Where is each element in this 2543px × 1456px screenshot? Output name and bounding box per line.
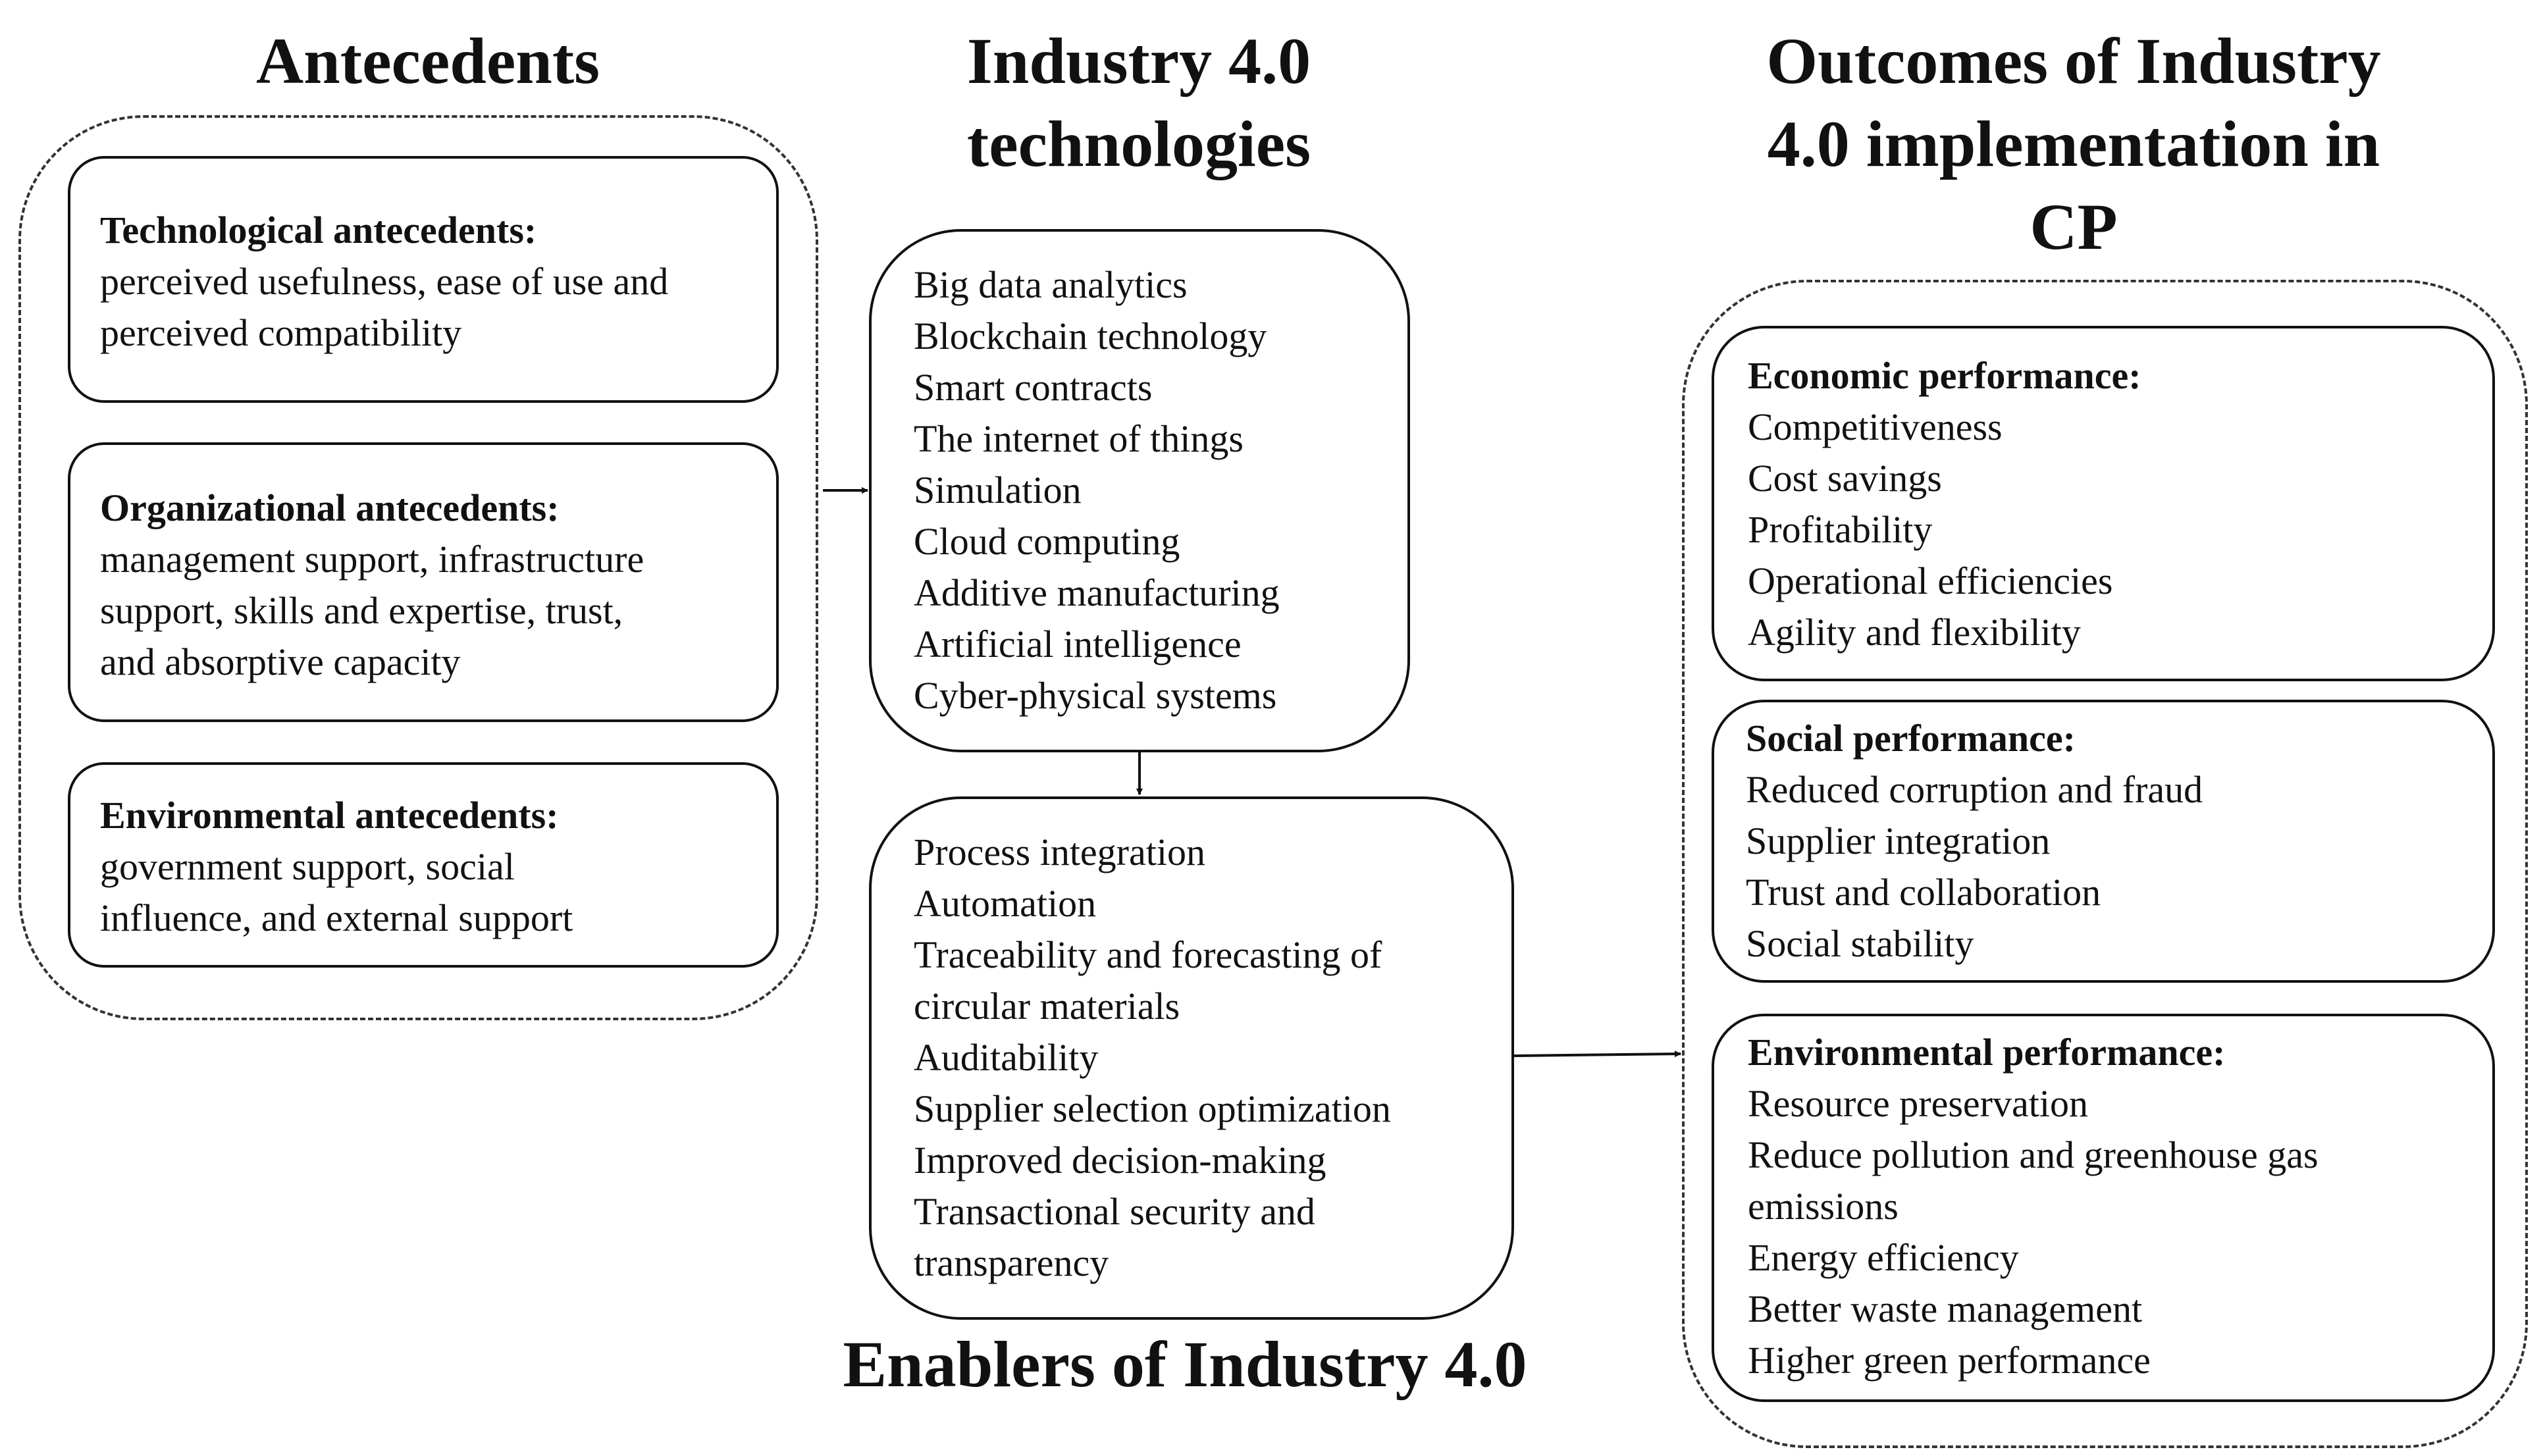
antecedent-line: perceived usefulness, ease of use and (100, 260, 669, 303)
outcome-line: Supplier integration (1746, 819, 2051, 862)
technology-item: Cyber-physical systems (914, 674, 1277, 717)
enablers-title: Enablers of Industry 4.0 (843, 1328, 1527, 1401)
technology-item: Simulation (914, 469, 1082, 511)
antecedent-line: government support, social (100, 845, 515, 888)
outcome-line: Trust and collaboration (1746, 871, 2101, 914)
antecedents-title: Antecedents (255, 24, 600, 97)
antecedent-line: management support, infrastructure (100, 538, 644, 581)
technology-item: Big data analytics (914, 263, 1188, 306)
antecedent-line: influence, and external support (100, 897, 573, 939)
outcome-line: Reduce pollution and greenhouse gas (1748, 1133, 2319, 1176)
technology-item: The internet of things (914, 417, 1244, 460)
outcome-line: Competitiveness (1748, 405, 2003, 448)
environmental-antecedents-heading: Environmental antecedents: (100, 794, 559, 837)
outcomes-title-line1: Outcomes of Industry (1766, 24, 2381, 97)
enabler-item: Supplier selection optimization (914, 1087, 1391, 1130)
outcome-line: Agility and flexibility (1748, 611, 2081, 654)
technologies-title-line1: Industry 4.0 (966, 24, 1311, 97)
social-performance-heading: Social performance: (1746, 717, 2076, 760)
outcome-line: Operational efficiencies (1748, 559, 2113, 602)
antecedent-line: and absorptive capacity (100, 640, 461, 683)
enabler-item: Improved decision-making (914, 1139, 1326, 1182)
technology-item: Smart contracts (914, 366, 1153, 409)
outcome-line: Profitability (1748, 508, 1933, 551)
enabler-item: Transactional security and (914, 1190, 1315, 1233)
enabler-item: circular materials (914, 985, 1180, 1027)
technology-item: Cloud computing (914, 520, 1180, 563)
technology-item: Artificial intelligence (914, 623, 1242, 665)
outcome-line: Cost savings (1748, 457, 1942, 500)
outcome-line: Energy efficiency (1748, 1236, 2019, 1279)
enabler-item: Auditability (914, 1036, 1099, 1079)
outcome-line: Better waste management (1748, 1287, 2143, 1330)
enabler-item: Traceability and forecasting of (914, 933, 1382, 976)
outcomes-title-line2: 4.0 implementation in (1767, 107, 2380, 180)
technology-item: Additive manufacturing (914, 571, 1280, 614)
environmental-performance-heading: Environmental performance: (1748, 1031, 2226, 1074)
outcome-line: Higher green performance (1748, 1339, 2151, 1382)
antecedent-line: perceived compatibility (100, 311, 462, 354)
technological-antecedents-heading: Technological antecedents: (100, 209, 537, 251)
outcome-line: Reduced corruption and fraud (1746, 768, 2203, 811)
enabler-item: Process integration (914, 831, 1205, 873)
outcome-line: Social stability (1746, 922, 1974, 965)
antecedent-line: support, skills and expertise, trust, (100, 589, 623, 632)
outcome-line: Resource preservation (1748, 1082, 2088, 1125)
technologies-title-line2: technologies (966, 107, 1311, 180)
enabler-item: Automation (914, 882, 1097, 925)
arrow-enablers-to-outcomes (1514, 1054, 1681, 1056)
economic-performance-heading: Economic performance: (1748, 354, 2141, 397)
enabler-item: transparency (914, 1241, 1109, 1284)
technology-item: Blockchain technology (914, 315, 1267, 357)
outcome-line: emissions (1748, 1185, 1899, 1228)
organizational-antecedents-heading: Organizational antecedents: (100, 486, 560, 529)
outcomes-title-line3: CP (2030, 190, 2118, 263)
